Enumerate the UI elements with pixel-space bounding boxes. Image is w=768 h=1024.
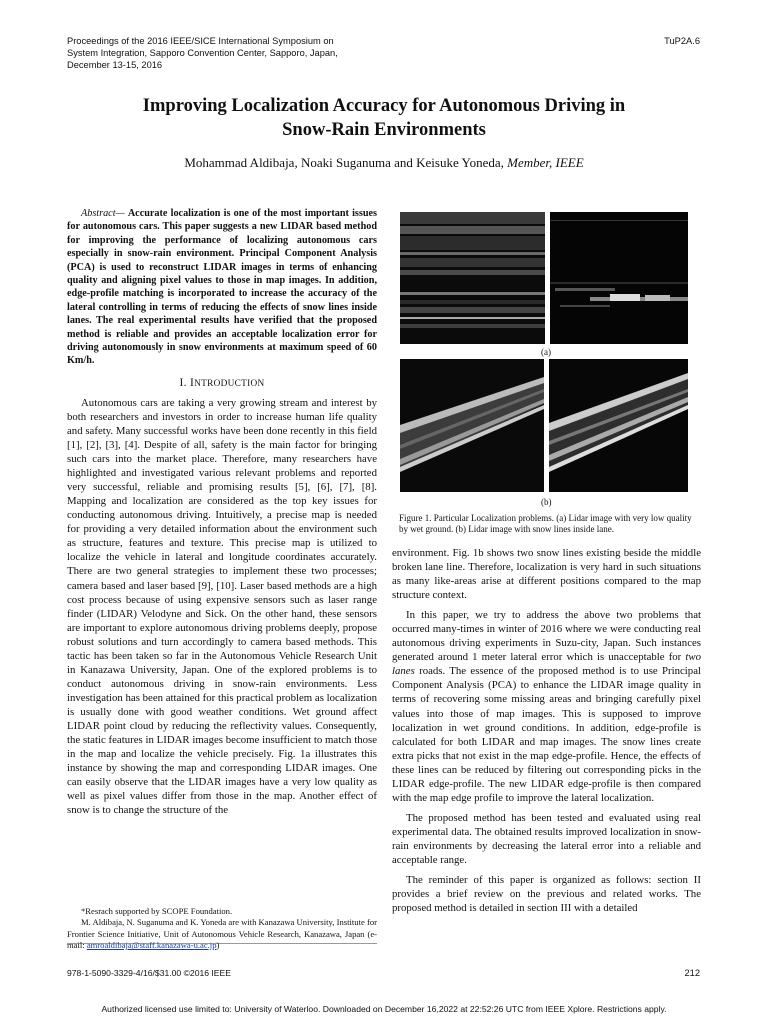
header-line: December 13-15, 2016 bbox=[67, 60, 163, 70]
header-line: Proceedings of the 2016 IEEE/SICE International Symposium on bbox=[67, 36, 334, 46]
affiliation-text: M. Aldibaja, N. Suganuma and K. Yoneda are with Kanazawa University, Institute for Frontier Science Initiative, Unit of Autonomous Vehicle Research, Kanazawa, Japan (e-mail: bbox=[67, 917, 377, 951]
lidar-map-image-a bbox=[400, 212, 545, 344]
right-column bbox=[392, 546, 701, 921]
right-paragraph: The reminder of this paper is organized as follows: section II provides a brief review on the previous and related works. The proposed method is detailed in section III with a detailed bbox=[392, 874, 701, 915]
figure-label-a: (a) bbox=[541, 347, 551, 357]
section-numeral: I. bbox=[179, 376, 190, 389]
caption-prefix: Figure 1. bbox=[399, 513, 434, 523]
abstract-dash: — bbox=[115, 208, 128, 219]
abstract-label: Abstract bbox=[81, 208, 116, 219]
abstract-text: Accurate localization is one of the most important issues for autonomous cars. This paper suggests a new LIDAR based method for improving the performance of localizing autonomous cars especially in snow-rain environment. Principal Component Analysis (PCA) is used to reconstruct LIDAR images in terms of enhancing quality and aligning pixel values to those in map images. In addition, edge-profile matching is incorporated to increase the accuracy of the lateral controlling in terms of reducing the effects of snow lines inside lanes. The real experimental results have verified that the proposed method is reliable and provides an acceptable localization error for driving autonomously in snow environments at maximum speed of 60 Km/h. bbox=[67, 208, 378, 367]
lidar-map-image-b bbox=[400, 359, 544, 492]
figure-label-b: (b) bbox=[541, 497, 552, 507]
section-rest: NTRODUCTION bbox=[194, 378, 265, 389]
author-names: Mohammad Aldibaja, Noaki Suganuma and Keisuke Yoneda, bbox=[184, 155, 508, 170]
header-line: System Integration, Sapporo Convention Center, Sapporo, Japan, bbox=[67, 48, 338, 58]
affiliation-close: ) bbox=[216, 940, 220, 951]
paragraph-text: roads. The essence of the proposed method is to use Principal Component Analysis (PCA) to enhance the LIDAR image quality in terms of recovering some missing areas and bringing carefully pixel values into those of map images. This is supposed to improve localization in wet ground conditions. In addition, edge-profile is calculated for both LIDAR and map images. The snow lines create extra picks that not exist in the map edge-profile. Hence, the effects of these lines can be reduced by filtering out corresponding picks in the LIDAR edge-profile. The new LIDAR edge-profile is then compared with the map edge profile to improve the lateral localization. bbox=[392, 665, 701, 804]
author-membership: Member, IEEE bbox=[507, 155, 584, 170]
session-code: TuP2A.6 bbox=[664, 36, 700, 46]
caption-text: Particular Localization problems. (a) Lidar image with very low quality by wet ground. (b) Lidar image with snow lines inside lane. bbox=[399, 513, 692, 535]
intro-paragraph: Autonomous cars are taking a very growing stream and interest by both researchers and investors in order to increase human life quality and safety. Many successful works have been done recently in this field [1], [2], [3], [4]. Despite of all, safety is the main factor for bringing such cars into the market place. Therefore, many researchers have highlighted and investigated various relevant problems and reported very successful, reliable and promising results [5], [6], [7], [8]. Mapping and localization are considered as the top key issues for conducting autonomous driving. Intuitively, a precise map is needed for providing a very detailed information about the environment such as structure, features and texture. This precise map is utilized to localize the vehicle in lateral and longitude coordinates accurately. There are two general strategies to implement these two processes; camera based and laser based [9], [10]. Laser based methods are a high cost process because of using expensive sensors such as laser range finder (LIDAR) Velodyne and Sick. On the other hand, these sensors are important to explore autonomous driving problems deeply, propose robust solutions and turn accordingly to camera based methods. This tactic has been taken so far in the Autonomous Vehicle Research Unit in Kanazawa University, Japan. One of the explored problems is to conduct autonomous driving in snow-rain environments. Less investigation has been attained for this practical problem as localization is usually done with good weather conditions. Wet ground affect LIDAR point cloud by reducing the reflectivity values. Consequently, the static features in LIDAR images become insufficient to match those in the map and localize the vehicle precisely. Fig. 1a illustrates this instance by showing the map and corresponding LIDAR images. One can easily observe that the LIDAR images have a very low quality as well as pixel values differ from those in the map. Another effect of snow is to change the structure of the bbox=[67, 396, 377, 817]
title-line: Snow-Rain Environments bbox=[282, 120, 486, 140]
paragraph-italic: two lanes bbox=[392, 651, 701, 678]
email-link[interactable]: amroaldibaja@staff.kanazawa-u.ac.jp bbox=[86, 940, 217, 951]
title-line: Improving Localization Accuracy for Autonomous Driving in bbox=[142, 96, 626, 116]
left-column bbox=[67, 207, 377, 823]
figure-caption bbox=[399, 513, 695, 535]
right-paragraph bbox=[392, 608, 701, 805]
copyright: 978-1-5090-3329-4/16/$31.00 ©2016 IEEE bbox=[67, 968, 232, 978]
lidar-image-a bbox=[550, 212, 688, 344]
footnote bbox=[67, 906, 377, 952]
page-number: 212 bbox=[684, 968, 700, 978]
paragraph-text: In this paper, we try to address the above two problems that occurred many-times in winter of 2016 where we were conducting real autonomous driving experiments in Suzu-city, Japan. Such instances generated around 1 meter lateral error which is unacceptable for bbox=[392, 609, 701, 664]
abstract bbox=[67, 207, 377, 368]
section-first-letter: I bbox=[189, 376, 195, 389]
authorized-notice: Authorized licensed use limited to: University of Waterloo. Downloaded on December 16,2022 at 22:52:26 UTC from IEEE Xplore. Restrictions apply. bbox=[101, 1004, 667, 1014]
section-heading bbox=[67, 376, 377, 391]
author-list bbox=[60, 155, 708, 171]
footnote-funding: *Resrach supported by SCOPE Foundation. bbox=[81, 906, 233, 916]
lidar-image-b bbox=[549, 359, 688, 492]
footnote-affiliation bbox=[67, 917, 377, 951]
right-paragraph: The proposed method has been tested and evaluated using real experimental data. The obtained results improved localization in snow-rain environments by decreasing the lateral error into a reliable and acceptable range. bbox=[392, 811, 701, 866]
conference-header bbox=[67, 35, 397, 71]
paper-title bbox=[60, 94, 708, 142]
right-paragraph: environment. Fig. 1b shows two snow lines existing beside the middle broken lane line. Therefore, localization is very hard in such situations as many like-areas arise at different positions compared to the map structure context. bbox=[392, 547, 701, 602]
